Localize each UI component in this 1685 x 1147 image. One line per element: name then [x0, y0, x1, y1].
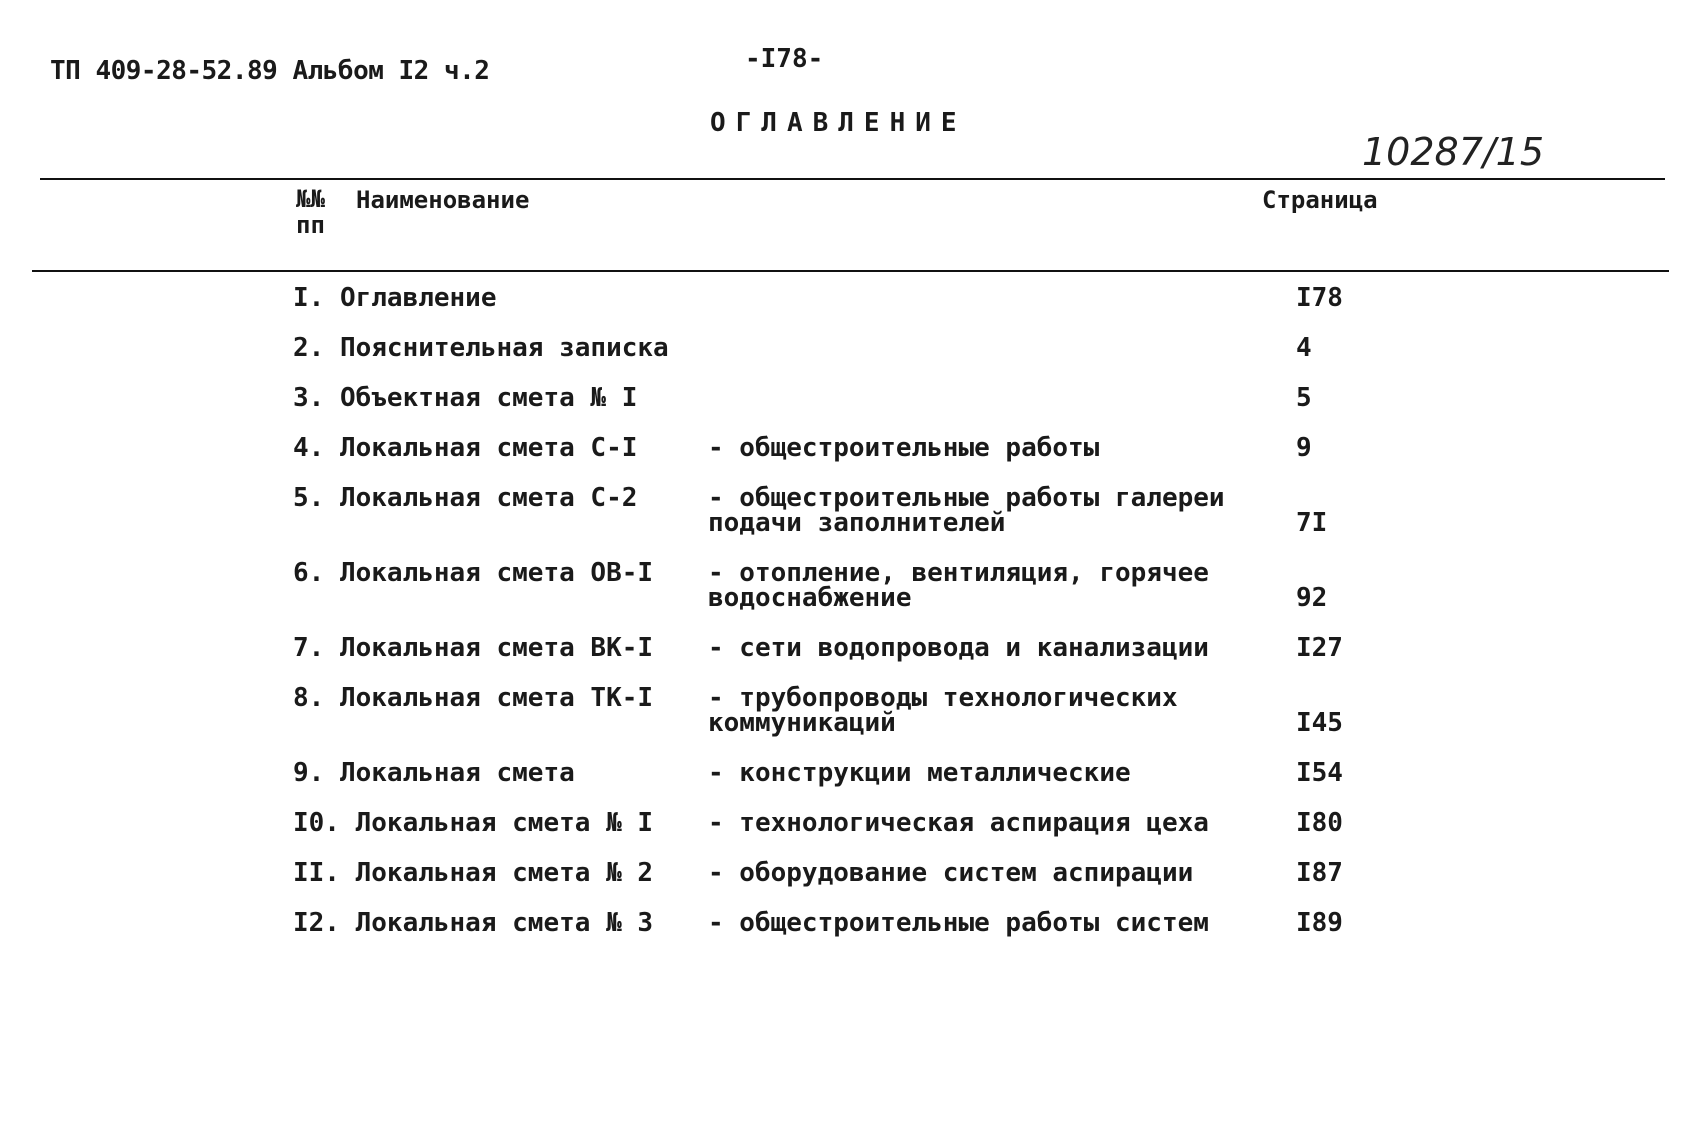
toc-page: I89 [1296, 908, 1343, 938]
table-top-rule [40, 178, 1665, 180]
toc-page: I78 [1296, 283, 1343, 313]
toc-description: - технологическая аспирация цеха [708, 808, 1209, 838]
document-code: ТП 409-28-52.89 Альбом I2 ч.2 [50, 56, 490, 86]
toc-entry: 9. Локальная смета [293, 758, 575, 788]
toc-entry: 5. Локальная смета С-2 [293, 483, 638, 513]
toc-description: - общестроительные работы [708, 433, 1100, 463]
toc-entry: 2. Пояснительная записка [293, 333, 669, 363]
column-header-page: Страница [1262, 186, 1378, 214]
toc-page: 4 [1296, 333, 1312, 363]
toc-entry: II. Локальная смета № 2 [293, 858, 654, 888]
toc-description: - общестроительные работы галереи подачи заполнителей [708, 483, 1225, 538]
toc-page: I27 [1296, 633, 1343, 663]
toc-page: 92 [1296, 583, 1328, 613]
column-header-number-line2: пп [296, 211, 325, 239]
toc-entry: 3. Объектная смета № I [293, 383, 638, 413]
table-header-rule [32, 270, 1669, 272]
toc-page: I87 [1296, 858, 1343, 888]
toc-description: - оборудование систем аспирации [708, 858, 1194, 888]
page-title: ОГЛАВЛЕНИЕ [710, 108, 967, 138]
toc-description: - отопление, вентиляция, горячее водоснабжение [708, 558, 1209, 613]
toc-entry: 8. Локальная смета ТК-I [293, 683, 654, 713]
column-header-name: Наименование [356, 186, 530, 214]
toc-entry: 6. Локальная смета ОВ-I [293, 558, 654, 588]
toc-description: - конструкции металлические [708, 758, 1131, 788]
toc-entry: 7. Локальная смета ВК-I [293, 633, 654, 663]
page-number: -I78- [745, 44, 824, 74]
column-header-number [296, 186, 325, 238]
toc-page: I45 [1296, 708, 1343, 738]
toc-page: I54 [1296, 758, 1343, 788]
column-header-number-line1: №№ [296, 185, 325, 213]
toc-description: - сети водопровода и канализации [708, 633, 1209, 663]
toc-page: 5 [1296, 383, 1312, 413]
toc-page: I80 [1296, 808, 1343, 838]
toc-entry: I. Оглавление [293, 283, 497, 313]
toc-page: 7I [1296, 508, 1328, 538]
handwritten-inventory-number: 10287/15 [1362, 130, 1545, 174]
toc-description: - общестроительные работы систем [708, 908, 1209, 938]
toc-entry: I2. Локальная смета № 3 [293, 908, 654, 938]
toc-entry: 4. Локальная смета С-I [293, 433, 638, 463]
toc-description: - трубопроводы технологических коммуникаций [708, 683, 1178, 738]
toc-entry: I0. Локальная смета № I [293, 808, 654, 838]
toc-page: 9 [1296, 433, 1312, 463]
